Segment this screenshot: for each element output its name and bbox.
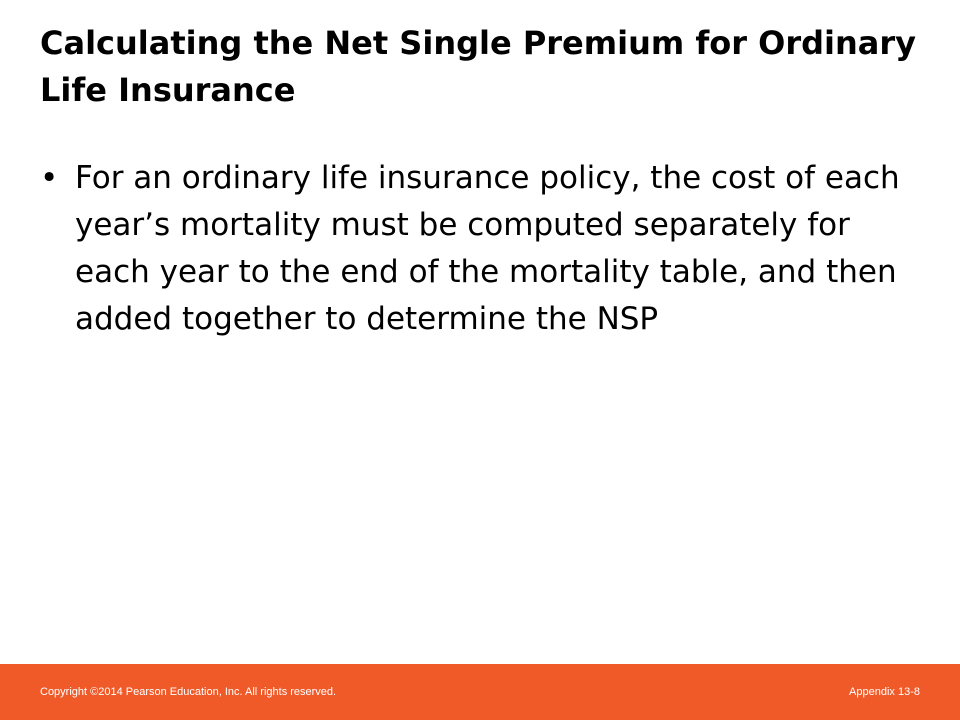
- bullet-text: For an ordinary life insurance policy, the cost of each year’s mortality must be computed separately for each year to the end of the mortality table, and then added together to determine the NSP: [75, 160, 900, 337]
- bullet-marker: •: [40, 160, 59, 196]
- footer-bar: [0, 664, 960, 720]
- bullet-list: [40, 155, 920, 343]
- bullet-item: [40, 155, 920, 343]
- copyright-notice: Copyright ©2014 Pearson Education, Inc. All rights reserved.: [40, 686, 337, 698]
- slide-title: Calculating the Net Single Premium for Ordinary Life Insurance: [40, 24, 917, 109]
- page-number-label: Appendix 13-8: [849, 686, 920, 698]
